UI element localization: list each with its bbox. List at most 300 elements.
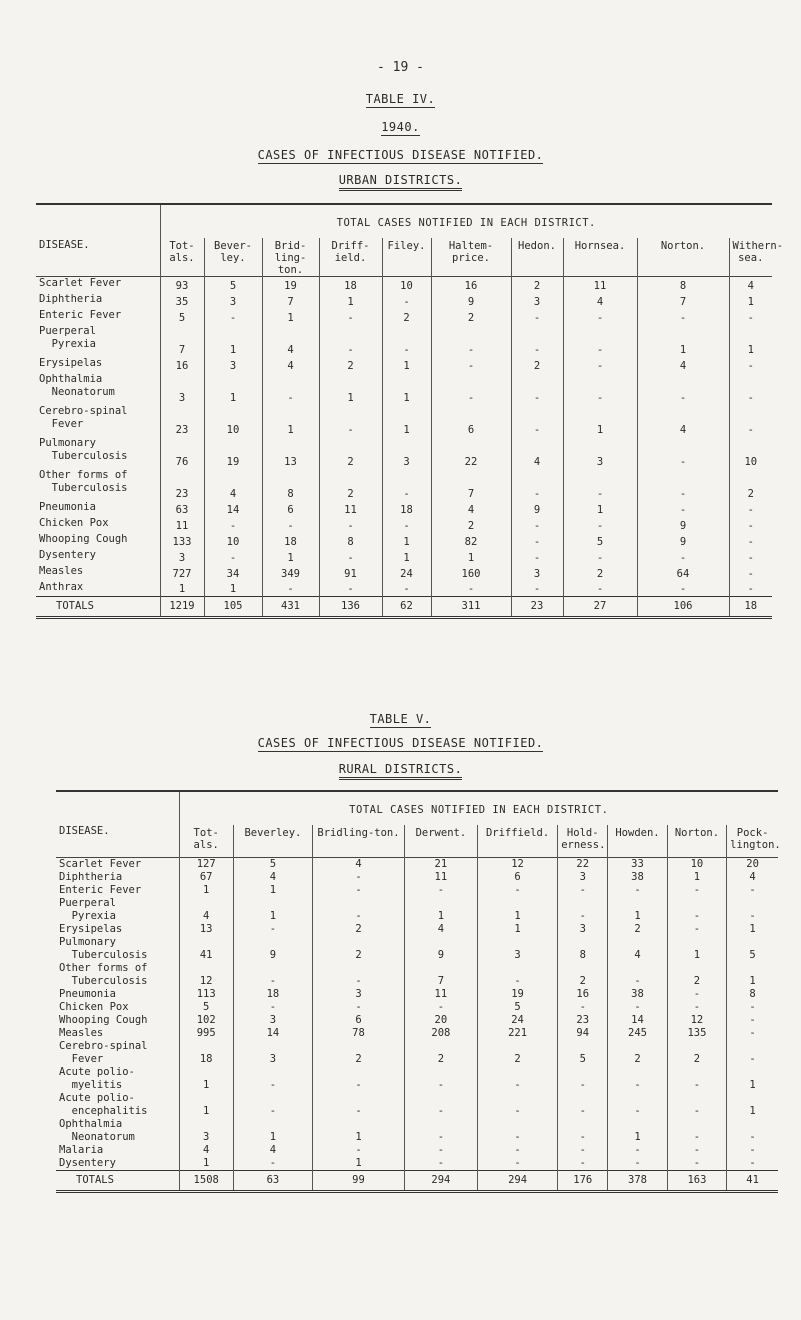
table-cell: -: [563, 517, 637, 533]
table-cell: 2: [608, 1040, 667, 1066]
table-cell: 7: [160, 325, 204, 357]
table-cell: -: [233, 962, 312, 988]
table-cell: 3: [382, 437, 431, 469]
table-cell: 1: [563, 405, 637, 437]
table-cell: -: [729, 501, 772, 517]
disease-label-line: Erysipelas: [39, 356, 103, 369]
table-cell: -: [727, 1040, 778, 1066]
table5-title: CASES OF INFECTIOUS DISEASE NOTIFIED.: [257, 736, 544, 750]
totals-label: TOTALS: [36, 597, 160, 618]
disease-label-line: Chicken Pox: [39, 516, 109, 529]
table-cell: 6: [262, 501, 319, 517]
disease-label: [56, 871, 179, 884]
table-cell: 10: [204, 533, 262, 549]
table-cell: -: [313, 884, 405, 897]
disease-label: [36, 405, 160, 437]
table5-subtitle: RURAL DISTRICTS.: [0, 762, 801, 780]
disease-label-line: Pulmonary: [59, 936, 116, 948]
column-header: Pock-lington.: [727, 825, 778, 858]
table-cell: -: [477, 1144, 557, 1157]
total-cell: 378: [608, 1171, 667, 1192]
disease-label-line: Malaria: [59, 1144, 104, 1156]
table-cell: 12: [179, 962, 233, 988]
table-cell: -: [727, 1144, 778, 1157]
table-cell: 4: [233, 871, 312, 884]
column-header: Hedon.: [511, 238, 563, 277]
table-cell: -: [729, 565, 772, 581]
table-cell: -: [637, 549, 729, 565]
disease-label-line: Neonatorum: [39, 385, 115, 398]
table-cell: -: [313, 1066, 405, 1092]
table-cell: 3: [160, 549, 204, 565]
table-cell: 3: [558, 871, 608, 884]
group-header: TOTAL CASES NOTIFIED IN EACH DISTRICT.: [179, 791, 778, 825]
disease-label: [56, 884, 179, 897]
table-cell: -: [727, 1014, 778, 1027]
table-cell: -: [404, 884, 477, 897]
table-cell: -: [477, 1066, 557, 1092]
table-cell: 1: [727, 962, 778, 988]
disease-header: DISEASE.: [39, 239, 90, 251]
disease-label-line: Tuberculosis: [39, 449, 128, 462]
table-cell: 1: [667, 871, 726, 884]
table-cell: 1: [477, 923, 557, 936]
table-cell: -: [511, 533, 563, 549]
table-cell: 1: [319, 293, 382, 309]
table-cell: -: [729, 549, 772, 565]
total-cell: 18: [729, 597, 772, 618]
table-cell: 9: [233, 936, 312, 962]
disease-label-line: Anthrax: [39, 580, 84, 593]
table-cell: -: [319, 581, 382, 597]
disease-label-line: Tuberculosis: [59, 949, 148, 961]
table-row: [56, 1066, 778, 1092]
table-cell: 208: [404, 1027, 477, 1040]
disease-label: [56, 1066, 179, 1092]
table-cell: -: [404, 1066, 477, 1092]
table-cell: 1: [477, 897, 557, 923]
table-cell: 3: [511, 565, 563, 581]
table-row: [36, 517, 772, 533]
table-cell: 1: [382, 373, 431, 405]
table-row: [56, 871, 778, 884]
disease-label: [56, 1157, 179, 1171]
table-row: [56, 1001, 778, 1014]
table-cell: 1: [319, 373, 382, 405]
disease-label-line: Chicken Pox: [59, 1001, 129, 1013]
table-cell: 1: [313, 1157, 405, 1171]
disease-label: [56, 1001, 179, 1014]
table-cell: 2: [563, 565, 637, 581]
disease-label-line: Other forms of: [59, 962, 148, 974]
table-cell: 5: [727, 936, 778, 962]
table-cell: 5: [477, 1001, 557, 1014]
table-cell: -: [563, 357, 637, 373]
table-row: [36, 533, 772, 549]
table-cell: -: [727, 1027, 778, 1040]
table-cell: -: [729, 373, 772, 405]
table-cell: 12: [477, 858, 557, 872]
table-cell: 9: [637, 533, 729, 549]
table-cell: 2: [313, 1040, 405, 1066]
table-cell: 4: [431, 501, 511, 517]
table-cell: -: [233, 923, 312, 936]
table-row: [56, 1027, 778, 1040]
table-cell: -: [382, 469, 431, 501]
table-cell: 11: [404, 871, 477, 884]
table-cell: 10: [382, 277, 431, 293]
table-cell: -: [608, 1001, 667, 1014]
table-cell: 16: [431, 277, 511, 293]
disease-label-line: Tuberculosis: [59, 975, 148, 987]
table-cell: -: [204, 309, 262, 325]
table-cell: 5: [563, 533, 637, 549]
table-cell: 11: [319, 501, 382, 517]
table4-year: 1940.: [381, 120, 420, 134]
table-cell: 78: [313, 1027, 405, 1040]
table-cell: 94: [558, 1027, 608, 1040]
disease-label-line: Puerperal: [59, 897, 116, 909]
table-cell: 4: [262, 325, 319, 357]
table-cell: 1: [729, 293, 772, 309]
table-cell: 160: [431, 565, 511, 581]
table-cell: 7: [637, 293, 729, 309]
table-cell: 1: [179, 1157, 233, 1171]
table-cell: -: [204, 549, 262, 565]
table-cell: 1: [179, 1066, 233, 1092]
table-cell: 1: [233, 1118, 312, 1144]
table-cell: 5: [204, 277, 262, 293]
table-cell: 19: [262, 277, 319, 293]
table-row: [36, 437, 772, 469]
table-cell: 1: [727, 923, 778, 936]
table-cell: 2: [319, 437, 382, 469]
table-row: [56, 858, 778, 872]
table-cell: 4: [637, 357, 729, 373]
table-row: [36, 277, 772, 293]
table-cell: -: [558, 1092, 608, 1118]
table-cell: 3: [563, 437, 637, 469]
table-cell: 12: [667, 1014, 726, 1027]
table-cell: -: [313, 1144, 405, 1157]
disease-label-line: Scarlet Fever: [59, 858, 142, 870]
table-cell: 8: [319, 533, 382, 549]
disease-label: [36, 373, 160, 405]
table-cell: 1: [382, 357, 431, 373]
table-cell: -: [382, 293, 431, 309]
table-cell: 5: [558, 1040, 608, 1066]
table-cell: -: [608, 1144, 667, 1157]
table-cell: -: [477, 884, 557, 897]
total-cell: 163: [667, 1171, 726, 1192]
table-cell: -: [558, 884, 608, 897]
table-cell: 2: [558, 962, 608, 988]
disease-label-line: Enteric Fever: [59, 884, 142, 896]
table-cell: -: [558, 1001, 608, 1014]
table-cell: 8: [637, 277, 729, 293]
table-cell: 3: [204, 357, 262, 373]
disease-label: [36, 325, 160, 357]
table-cell: 127: [179, 858, 233, 872]
table-cell: 2: [313, 936, 405, 962]
column-header: Norton.: [637, 238, 729, 277]
table-cell: 1: [262, 405, 319, 437]
disease-label-line: Whooping Cough: [59, 1014, 148, 1026]
column-header: Filey.: [382, 238, 431, 277]
table-cell: 22: [431, 437, 511, 469]
table-cell: -: [511, 373, 563, 405]
table-cell: -: [511, 405, 563, 437]
table-row: [36, 293, 772, 309]
table-cell: 10: [667, 858, 726, 872]
table-row: [36, 325, 772, 357]
table-cell: -: [477, 1118, 557, 1144]
table-cell: -: [563, 325, 637, 357]
table-cell: 4: [511, 437, 563, 469]
table-row: [56, 1040, 778, 1066]
table-cell: -: [637, 581, 729, 597]
table-cell: 19: [477, 988, 557, 1001]
table-cell: 102: [179, 1014, 233, 1027]
table-cell: 1: [233, 897, 312, 923]
table-cell: 19: [204, 437, 262, 469]
table-cell: -: [727, 1001, 778, 1014]
table-row: [36, 565, 772, 581]
table-cell: 18: [179, 1040, 233, 1066]
table-cell: -: [511, 469, 563, 501]
table-cell: 10: [729, 437, 772, 469]
table-cell: -: [431, 325, 511, 357]
table-cell: 6: [431, 405, 511, 437]
table-cell: 9: [511, 501, 563, 517]
table-cell: -: [233, 1092, 312, 1118]
table-cell: -: [313, 897, 405, 923]
table-cell: 245: [608, 1027, 667, 1040]
table-row: [56, 1144, 778, 1157]
total-cell: 176: [558, 1171, 608, 1192]
table-cell: -: [563, 549, 637, 565]
table-cell: 2: [667, 962, 726, 988]
table-cell: -: [667, 923, 726, 936]
column-header: Driffield.: [477, 825, 557, 858]
table-cell: -: [637, 501, 729, 517]
table-row: [36, 501, 772, 517]
table-cell: 2: [608, 923, 667, 936]
table-cell: -: [511, 309, 563, 325]
table-cell: -: [404, 1001, 477, 1014]
total-cell: 27: [563, 597, 637, 618]
table-cell: -: [431, 357, 511, 373]
table-cell: 14: [204, 501, 262, 517]
table-cell: 23: [160, 405, 204, 437]
table-cell: -: [608, 1092, 667, 1118]
total-cell: 41: [727, 1171, 778, 1192]
table-cell: 1: [233, 884, 312, 897]
table-cell: -: [558, 1118, 608, 1144]
table-cell: 16: [160, 357, 204, 373]
table-cell: -: [477, 1157, 557, 1171]
disease-label-line: Erysipelas: [59, 923, 123, 935]
disease-label: [56, 1027, 179, 1040]
table-cell: -: [729, 533, 772, 549]
table-cell: -: [313, 871, 405, 884]
table-cell: 1: [727, 1066, 778, 1092]
disease-label: [36, 469, 160, 501]
table-cell: 2: [313, 923, 405, 936]
total-cell: 1508: [179, 1171, 233, 1192]
table-cell: -: [637, 469, 729, 501]
table4-subtitle: URBAN DISTRICTS.: [0, 173, 801, 191]
table-cell: 6: [477, 871, 557, 884]
disease-label-line: Pyrexia: [59, 910, 116, 922]
table-cell: 221: [477, 1027, 557, 1040]
table-cell: 1: [637, 325, 729, 357]
table-row: [56, 962, 778, 988]
table-cell: -: [382, 581, 431, 597]
table-cell: -: [637, 309, 729, 325]
table-cell: -: [637, 373, 729, 405]
table-cell: -: [667, 1066, 726, 1092]
table-cell: -: [404, 1118, 477, 1144]
table-cell: 3: [313, 988, 405, 1001]
table-cell: 3: [160, 373, 204, 405]
disease-label: [56, 1040, 179, 1066]
table-cell: 10: [204, 405, 262, 437]
table-cell: 1: [382, 533, 431, 549]
table-cell: 2: [431, 517, 511, 533]
disease-label-line: Puerperal: [39, 324, 96, 337]
disease-label: [56, 858, 179, 872]
table-cell: -: [262, 581, 319, 597]
table-cell: 21: [404, 858, 477, 872]
table-cell: 34: [204, 565, 262, 581]
disease-label: [56, 1144, 179, 1157]
column-header: Hornsea.: [563, 238, 637, 277]
table-cell: 4: [179, 897, 233, 923]
table-row: [36, 469, 772, 501]
table-cell: 1: [382, 549, 431, 565]
table-cell: 4: [404, 923, 477, 936]
table-cell: 1: [160, 581, 204, 597]
table-cell: 3: [179, 1118, 233, 1144]
disease-label-line: Ophthalmia: [59, 1118, 123, 1130]
table-cell: 2: [319, 357, 382, 373]
table-row: [36, 581, 772, 597]
table-cell: 1: [204, 325, 262, 357]
total-cell: 62: [382, 597, 431, 618]
total-cell: 431: [262, 597, 319, 618]
disease-label-line: Dysentery: [59, 1157, 116, 1169]
table4-title: CASES OF INFECTIOUS DISEASE NOTIFIED.: [257, 148, 544, 162]
table-cell: -: [313, 962, 405, 988]
column-header: Brid-ling-ton.: [262, 238, 319, 277]
table-cell: 20: [404, 1014, 477, 1027]
total-cell: 99: [313, 1171, 405, 1192]
disease-label: [56, 1118, 179, 1144]
table-cell: -: [233, 1001, 312, 1014]
table-cell: 4: [179, 1144, 233, 1157]
table-cell: -: [563, 373, 637, 405]
disease-label: [56, 962, 179, 988]
table-cell: 2: [404, 1040, 477, 1066]
table-cell: 133: [160, 533, 204, 549]
column-header: Norton.: [667, 825, 726, 858]
table-cell: 2: [477, 1040, 557, 1066]
table4-label: TABLE IV.: [365, 92, 436, 106]
table-cell: 11: [160, 517, 204, 533]
table-cell: 1: [204, 373, 262, 405]
column-header: Withern-sea.: [729, 238, 772, 277]
disease-label: [36, 581, 160, 597]
table-cell: 2: [382, 309, 431, 325]
group-header: TOTAL CASES NOTIFIED IN EACH DISTRICT.: [160, 204, 772, 238]
table-cell: 2: [511, 357, 563, 373]
table-cell: 3: [233, 1040, 312, 1066]
table-cell: -: [511, 517, 563, 533]
table-cell: -: [262, 373, 319, 405]
table-cell: 9: [637, 517, 729, 533]
table-cell: 3: [558, 923, 608, 936]
table-cell: 5: [160, 309, 204, 325]
table-cell: 38: [608, 871, 667, 884]
disease-label-line: Diphtheria: [59, 871, 123, 883]
table-row: [36, 549, 772, 565]
table-cell: 2: [431, 309, 511, 325]
disease-label-line: Other forms of: [39, 468, 128, 481]
disease-label-line: Ophthalmia: [39, 372, 103, 385]
table-cell: -: [382, 325, 431, 357]
table-cell: 1: [431, 549, 511, 565]
column-header: Tot-als.: [179, 825, 233, 858]
disease-label: [56, 936, 179, 962]
table-cell: 2: [729, 469, 772, 501]
table-cell: 8: [262, 469, 319, 501]
column-header: Haltem-price.: [431, 238, 511, 277]
disease-label-line: Tuberculosis: [39, 481, 128, 494]
totals-label: TOTALS: [56, 1171, 179, 1192]
disease-label: [56, 988, 179, 1001]
table-cell: -: [511, 549, 563, 565]
table-cell: -: [431, 581, 511, 597]
table-cell: -: [608, 884, 667, 897]
table-cell: -: [319, 325, 382, 357]
table-cell: 5: [233, 858, 312, 872]
column-header: Derwent.: [404, 825, 477, 858]
column-header: Bever-ley.: [204, 238, 262, 277]
disease-label-line: Enteric Fever: [39, 308, 122, 321]
table-cell: 4: [729, 277, 772, 293]
table-row: [56, 1092, 778, 1118]
disease-label-line: Diphtheria: [39, 292, 103, 305]
table-cell: -: [637, 437, 729, 469]
table-cell: 1: [262, 549, 319, 565]
disease-label-line: Pneumonia: [59, 988, 116, 1000]
table-cell: 1: [382, 405, 431, 437]
total-cell: 294: [477, 1171, 557, 1192]
total-cell: 105: [204, 597, 262, 618]
table-cell: -: [511, 581, 563, 597]
disease-label: [36, 549, 160, 565]
table-cell: 349: [262, 565, 319, 581]
table-cell: 16: [558, 988, 608, 1001]
disease-label-line: Fever: [59, 1053, 104, 1065]
table-cell: 8: [727, 988, 778, 1001]
table-cell: -: [667, 1118, 726, 1144]
disease-label-line: Pulmonary: [39, 436, 96, 449]
table-cell: -: [729, 517, 772, 533]
table-cell: 2: [511, 277, 563, 293]
total-cell: 136: [319, 597, 382, 618]
